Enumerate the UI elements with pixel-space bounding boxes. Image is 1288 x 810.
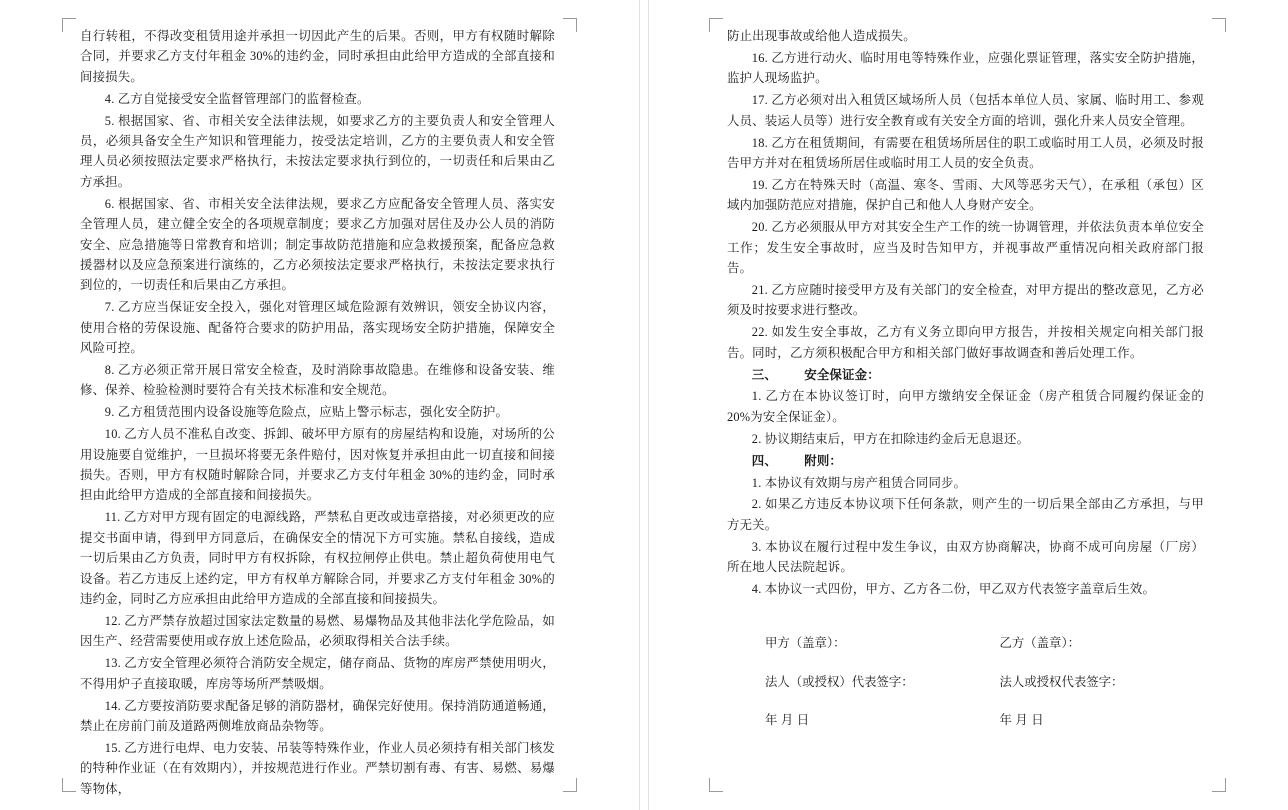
paragraph: 1. 乙方在本协议签订时，向甲方缴纳安全保证金（房产租赁合同履约保证金的 20%为安全保证金）。 <box>727 389 1204 424</box>
paragraph: 15. 乙方进行电焊、电力安装、吊装等特殊作业，作业人员必须持有相关部门核发的特种作业证（在有效期内），并按规范进行作业。严禁切割有毒、有害、易燃、易爆等物体， <box>80 740 556 796</box>
paragraph: 3. 本协议在履行过程中发生争议，由双方协商解决，协商不成可向房屋（厂房）所在地人民法院起诉。 <box>727 539 1204 575</box>
section-heading-four <box>727 451 1204 471</box>
paragraph: 10. 乙方人员不准私自改变、拆卸、破坏甲方原有的房屋结构和设施，对场所的公用设施要自觉维护，一旦损坏将要无条件赔付，因对恢复并承担由此一切直接和间接损失。否则，甲方有权随时解除合同，并要求乙方支付年租金 30%的违约金，同时承担由此给甲方造成的全部直接和间接损失。 <box>80 427 556 503</box>
party-b-representative: 法人或授权代表签字： <box>999 674 1124 689</box>
party-b-date: 年 月 日 <box>999 713 1044 728</box>
crop-mark-bottom-left <box>709 778 723 792</box>
crop-mark-top-left <box>709 18 723 32</box>
crop-mark-bottom-left <box>62 778 76 792</box>
paragraph: 9. 乙方租赁范围内设备设施等危险点，应贴上警示标志，强化安全防护。 <box>104 405 509 420</box>
paragraph: 4. 本协议一式四份，甲方、乙方各二份，甲乙双方代表签字盖章后生效。 <box>751 582 1156 597</box>
paragraph: 8. 乙方必须正常开展日常安全检查，及时消除事故隐患。在维修和设备安装、维修、保养、检验检测时要符合有关技术标准和安全规范。 <box>80 363 556 398</box>
crop-mark-top-right <box>1212 18 1226 32</box>
left-page-body <box>80 26 555 799</box>
party-a-seal: 甲方（盖章）： <box>765 636 846 651</box>
paragraph: 2. 协议期结束后，甲方在扣除违约金后无息退还。 <box>751 431 1030 446</box>
paragraph: 17. 乙方必须对出入租赁区域场所人员（包括本单位人员、家属、临时用工、参观人员、装运人员等）进行安全教育或有关安全方面的培训，强化升来人员安全管理。 <box>727 93 1204 128</box>
paragraph: 14. 乙方要按消防要求配备足够的消防器材，确保完好使用。保持消防通道畅通，禁止在房前门前及道路两侧堆放商品杂物等。 <box>80 698 556 733</box>
paragraph: 18. 乙方在租赁期间，有需要在租赁场所居住的职工或临时用工人员，必须及时报告甲方并对在租赁场所居住或临时用工人员的安全负责。 <box>727 135 1204 170</box>
document-page-right <box>649 0 1288 810</box>
section-three-title: 安全保证金： <box>804 367 880 382</box>
paragraph: 13. 乙方安全管理必须符合消防安全规定，储存商品、货物的库房严禁使用明火，不得用炉子直接取暖，库房等场所严禁吸烟。 <box>80 656 556 691</box>
signature-date-row <box>727 710 1204 730</box>
paragraph: 2. 如果乙方违反本协议项下任何条款，则产生的一切后果全部由乙方承担，与甲方无关。 <box>727 497 1204 532</box>
party-a-representative: 法人（或授权）代表签字： <box>765 674 914 689</box>
paragraph: 16. 乙方进行动火、临时用电等特殊作业，应强化票证管理，落实安全防护措施，监护人现场监护。 <box>727 50 1204 86</box>
paragraph: 防止出现事故或给他人造成损失。 <box>727 29 916 43</box>
right-page-body <box>727 26 1204 599</box>
paragraph: 6. 根据国家、省、市相关安全法律法规，要求乙方应配备安全管理人员、落实安全管理人员，建立健全安全的各项规章制度；要求乙方加强对居住及办公人员的消防安全、应急措施等日常教育和培训；制定事故防范措施和应急救援预案，配备应急救援器材以及应急预案进行演练的，乙方必须按法定要求严格执行，未按法定要求执行到位的，一切责任和后果由乙方承担。 <box>80 196 556 293</box>
party-b-seal: 乙方（盖章）： <box>999 636 1081 651</box>
crop-mark-bottom-right <box>1212 778 1226 792</box>
page-divider <box>639 0 649 810</box>
crop-mark-bottom-right <box>563 778 577 792</box>
section-four-number: 四、 <box>751 453 777 468</box>
document-page-left <box>0 0 639 810</box>
paragraph: 4. 乙方自觉接受安全监督管理部门的监督检查。 <box>104 91 370 106</box>
paragraph: 1. 本协议有效期与房产租赁合同同步。 <box>751 475 967 490</box>
signature-block <box>727 633 1204 730</box>
signature-seal-row <box>727 633 1204 653</box>
paragraph: 21. 乙方应随时接受甲方及有关部门的安全检查，对甲方提出的整改意见，乙方必须及时按要求进行整改。 <box>727 282 1204 318</box>
crop-mark-top-right <box>563 18 577 32</box>
paragraph: 19. 乙方在特殊天时（高温、寒冬、雪雨、大风等恶劣天气），在承租（承包）区域内加强防范应对措施，保护自己和他人人身财产安全。 <box>727 177 1204 213</box>
party-a-date: 年 月 日 <box>765 713 810 728</box>
section-four-title: 附则： <box>804 453 843 468</box>
paragraph: 5. 根据国家、省、市相关安全法律法规，如要求乙方的主要负责人和安全管理人员，必须具备安全生产知识和管理能力，按受法定培训，乙方的主要负责人和安全管理人员必须按照法定要求严格执行，未按法定要求执行到位的，一切责任和后果由乙方承担。 <box>80 113 556 189</box>
signature-rep-row <box>727 672 1204 692</box>
paragraph: 11. 乙方对甲方现有固定的电源线路，严禁私自更改或违章搭接，对必须更改的应提交书面申请，得到甲方同意后，在确保安全的情况下方可实施。禁私自接线，造成一切后果由乙方负责，同时甲方有权拆除，有权拉闸停止供电。禁止超负荷使用电气设备。若乙方违反上述约定，甲方有权单方解除合同，并要求乙方支付年租金 30%的违约金，同时乙方应承担由此给甲方造成的全部直接和间接损失。 <box>80 510 556 606</box>
crop-mark-top-left <box>62 18 76 32</box>
section-heading-three <box>727 365 1204 385</box>
paragraph: 20. 乙方必须服从甲方对其安全生产工作的统一协调管理，并依法负责本单位安全工作；发生安全事故时，应当及时告知甲方，并视事故严重情况向相关政府部门报告。 <box>727 220 1204 275</box>
paragraph: 7. 乙方应当保证安全投入，强化对管理区域危险源有效辨识，领安全协议内容，使用合格的劳保设施、配备符合要求的防护用品，落实现场安全防护措施，保障安全风险可控。 <box>80 300 556 356</box>
paragraph: 12. 乙方严禁存放超过国家法定数量的易燃、易爆物品及其他非法化学危险品，如因生产、经营需要使用或存放上述危险品，必须取得相关合法手续。 <box>80 613 556 649</box>
section-three-number: 三、 <box>751 367 777 382</box>
paragraph: 22. 如发生安全事故，乙方有义务立即向甲方报告，并按相关规定向相关部门报告。同时，乙方须积极配合甲方和相关部门做好事故调查和善后处理工作。 <box>727 325 1204 360</box>
paragraph: 自行转租，不得改变租赁用途并承担一切因此产生的后果。否则，甲方有权随时解除合同，并要求乙方支付年租金 30%的违约金，同时承担由此给甲方造成的全部直接和间接损失。 <box>80 29 556 84</box>
